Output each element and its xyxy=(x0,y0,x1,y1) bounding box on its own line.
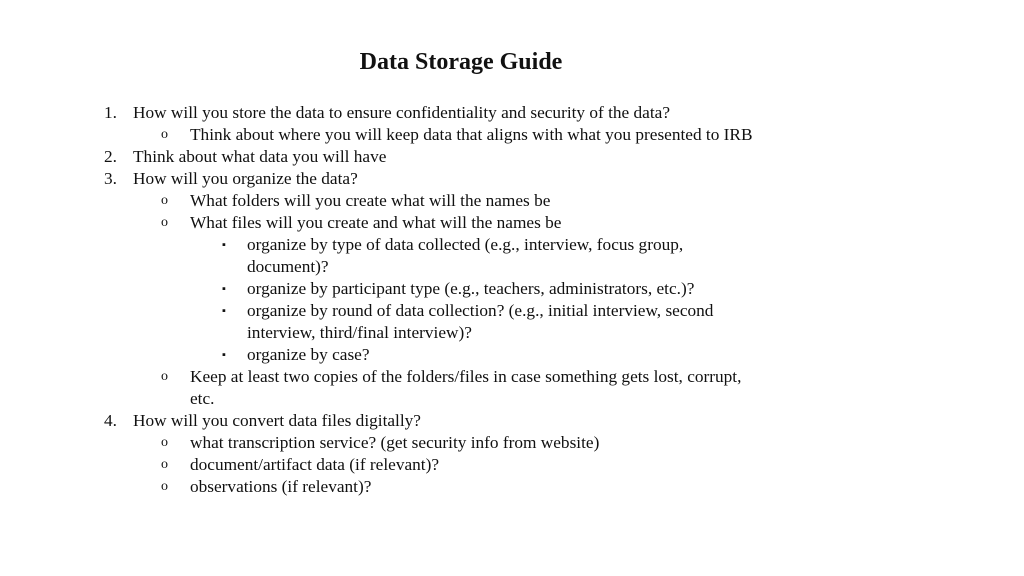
sub-item-text: What files will you create and what will the names be xyxy=(190,213,562,232)
sub-sub-item-continuation xyxy=(0,322,1024,344)
list-number: 2. xyxy=(104,147,117,166)
sub-item xyxy=(0,454,1024,476)
sub-item-text: Keep at least two copies of the folders/files in case something gets lost, corrupt, xyxy=(190,367,742,386)
sub-sub-item xyxy=(0,344,1024,366)
sub-item xyxy=(0,432,1024,454)
list-item-1 xyxy=(0,102,1024,124)
list-item-text: Think about what data you will have xyxy=(133,147,387,166)
sub-item-continuation xyxy=(0,388,1024,410)
list-item-2 xyxy=(0,146,1024,168)
sub-sub-item-continuation xyxy=(0,256,1024,278)
circle-bullet: o xyxy=(161,457,168,472)
sub-item-text: etc. xyxy=(190,389,215,408)
list-item-text: How will you convert data files digitally? xyxy=(133,411,421,430)
list-item-4 xyxy=(0,410,1024,432)
sub-sub-item-text: document)? xyxy=(247,257,329,276)
circle-bullet: o xyxy=(161,127,168,142)
guide-list xyxy=(0,102,1024,498)
sub-sub-item xyxy=(0,278,1024,300)
circle-bullet: o xyxy=(161,479,168,494)
square-bullet: ▪ xyxy=(222,239,226,251)
list-number: 3. xyxy=(104,169,117,188)
sub-sub-item xyxy=(0,300,1024,322)
circle-bullet: o xyxy=(161,369,168,384)
sub-sub-item-text: interview, third/final interview)? xyxy=(247,323,472,342)
sub-item xyxy=(0,212,1024,234)
sub-item-text: What folders will you create what will the names be xyxy=(190,191,551,210)
circle-bullet: o xyxy=(161,435,168,450)
square-bullet: ▪ xyxy=(222,349,226,361)
sub-sub-item xyxy=(0,234,1024,256)
sub-item-text: Think about where you will keep data that aligns with what you presented to IRB xyxy=(190,125,753,144)
list-item-text: How will you organize the data? xyxy=(133,169,358,188)
list-item-text: How will you store the data to ensure confidentiality and security of the data? xyxy=(133,103,670,122)
circle-bullet: o xyxy=(161,215,168,230)
square-bullet: ▪ xyxy=(222,305,226,317)
sub-sub-item-text: organize by participant type (e.g., teachers, administrators, etc.)? xyxy=(247,279,695,298)
square-bullet: ▪ xyxy=(222,283,226,295)
sub-item-text: what transcription service? (get security info from website) xyxy=(190,433,600,452)
document-title: Data Storage Guide xyxy=(359,49,563,75)
list-item-3 xyxy=(0,168,1024,190)
sub-sub-item-text: organize by round of data collection? (e.g., initial interview, second xyxy=(247,301,714,320)
sub-item xyxy=(0,190,1024,212)
list-number: 1. xyxy=(104,103,117,122)
sub-item xyxy=(0,366,1024,388)
circle-bullet: o xyxy=(161,193,168,208)
sub-item-text: document/artifact data (if relevant)? xyxy=(190,455,440,474)
list-number: 4. xyxy=(104,411,117,430)
sub-sub-item-text: organize by case? xyxy=(247,345,370,364)
sub-item xyxy=(0,476,1024,498)
sub-item xyxy=(0,124,1024,146)
sub-item-text: observations (if relevant)? xyxy=(190,477,372,496)
sub-sub-item-text: organize by type of data collected (e.g., interview, focus group, xyxy=(247,235,684,254)
